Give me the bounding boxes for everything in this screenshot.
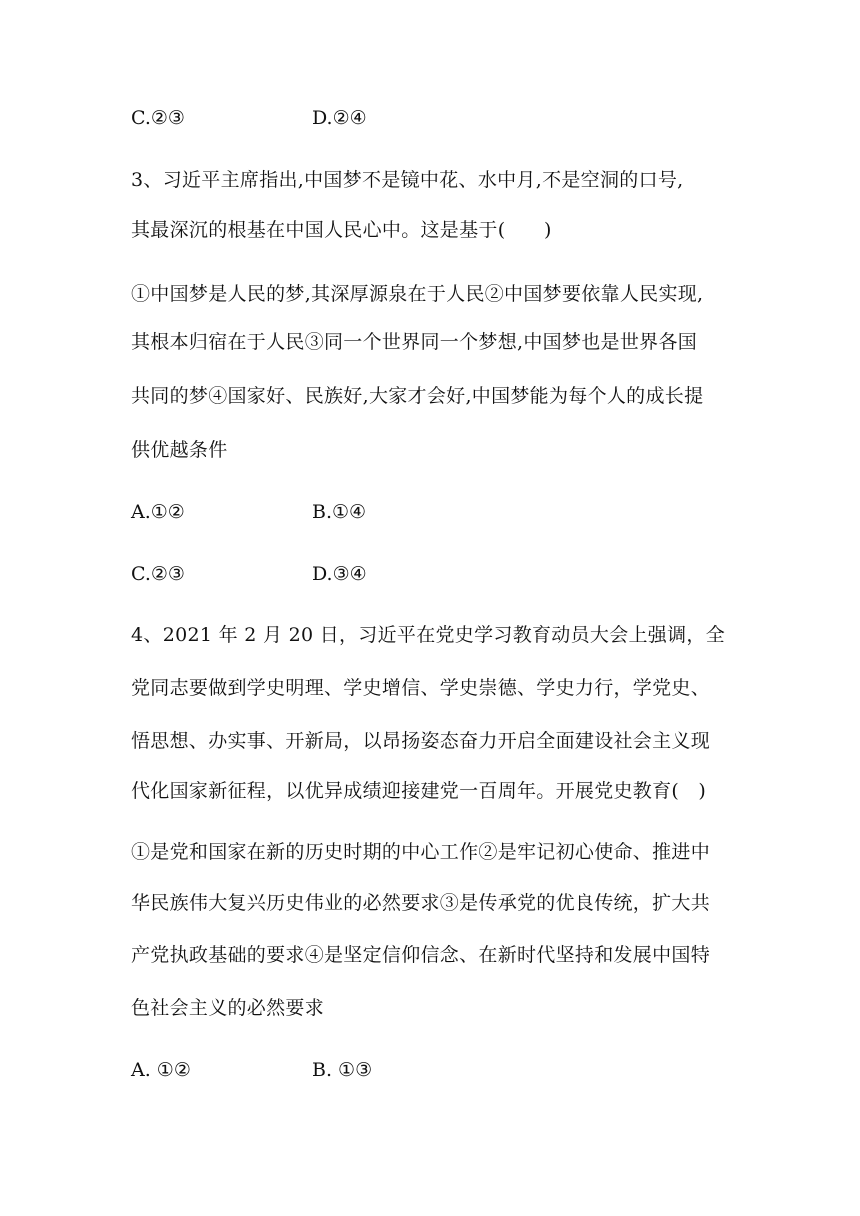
q4-option-a: A. ①②	[131, 1059, 191, 1081]
q4-option-b: B. ①③	[312, 1059, 373, 1081]
q3-option-b: B.①④	[312, 501, 367, 523]
q4-statement-line-2: 华民族伟大复兴历史伟业的必然要求③是传承党的优良传统，扩大共	[131, 892, 711, 914]
q4-statement-line-1: ①是党和国家在新的历史时期的中心工作②是牢记初心使命、推进中	[131, 841, 711, 863]
q3-statement-line-2: 其根本归宿在于人民③同一个世界同一个梦想,中国梦也是世界各国	[131, 331, 698, 353]
q3-statement-line-4: 供优越条件	[131, 439, 228, 461]
q3-statement-line-1: ①中国梦是人民的梦,其深厚源泉在于人民②中国梦要依靠人民实现,	[131, 283, 704, 305]
q2-option-c: C.②③	[131, 107, 185, 129]
q3-stem-line-1: 3、习近平主席指出,中国梦不是镜中花、水中月,不是空洞的口号,	[131, 169, 684, 191]
q3-stem-line-2: 其最深沉的根基在中国人民心中。这是基于( )	[131, 219, 552, 241]
q4-stem-line-2: 党同志要做到学史明理、学史增信、学史崇德、学史力行，学党史、	[131, 677, 711, 699]
q4-stem-line-4: 代化国家新征程，以优异成绩迎接建党一百周年。开展党史教育( )	[131, 780, 707, 802]
q4-statement-line-4: 色社会主义的必然要求	[131, 997, 325, 1019]
q3-option-c: C.②③	[131, 563, 185, 585]
q4-stem-line-1: 4、2021 年 2 月 20 日，习近平在党史学习教育动员大会上强调，全	[131, 624, 726, 646]
q4-statement-line-3: 产党执政基础的要求④是坚定信仰信念、在新时代坚持和发展中国特	[131, 944, 711, 966]
q3-option-a: A.①②	[131, 501, 185, 523]
q3-option-d: D.③④	[312, 563, 367, 585]
q3-statement-line-3: 共同的梦④国家好、民族好,大家才会好,中国梦能为每个人的成长提	[131, 385, 704, 407]
q2-option-d: D.②④	[312, 107, 367, 129]
q4-stem-line-3: 悟思想、办实事、开新局，以昂扬姿态奋力开启全面建设社会主义现	[131, 730, 711, 752]
